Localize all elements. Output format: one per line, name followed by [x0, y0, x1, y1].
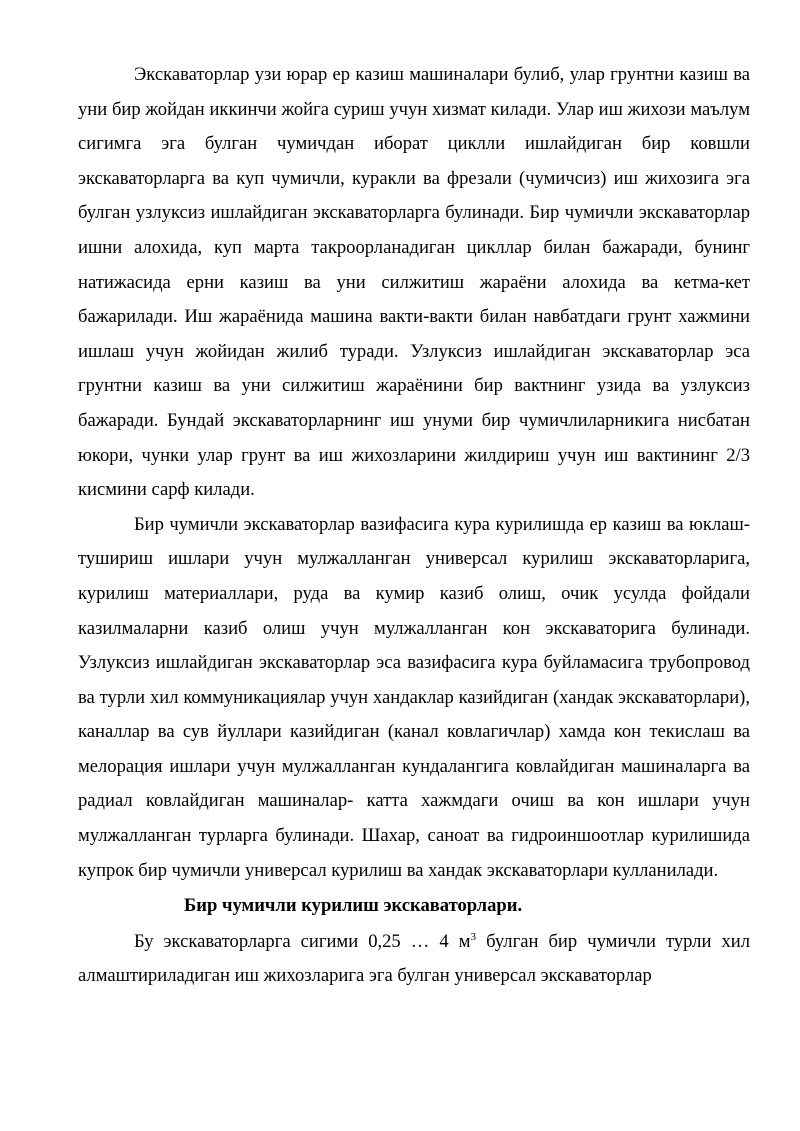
paragraph-3-text-after: булган бир чумичли турли хил алмаштириладиган иш жихозларига эга булган универсал экскаваторлар	[78, 930, 750, 987]
cubic-superscript: 3	[470, 930, 477, 943]
document-page	[78, 58, 750, 994]
paragraph-3	[78, 925, 750, 994]
paragraph-1: Экскаваторлар узи юрар ер казиш машиналари булиб, улар грунтни казиш ва уни бир жойдан иккинчи жойга суриш учун хизмат килади. Улар иш жихози маълум сигимга эга булган чумичдан иборат циклли ишлайдиган бир ковшли экскаваторларга ва куп чумичли, куракли ва фрезали (чумичсиз) иш жихозига эга булган узлуксиз ишлайдиган экскаваторларга булинади. Бир чумичли экскаваторлар ишни алохида, куп марта такроорланадиган цикллар билан бажаради, бунинг натижасида ерни казиш ва уни силжитиш жараёни алохида ва кетма-кет бажарилади. Иш жараёнида машина вакти-вакти билан навбатдаги грунт хажмини ишлаш учун жойидан жилиб туради. Узлуксиз ишлайдиган экскаваторлар эса грунтни казиш ва уни силжитиш жараёнини бир вактнинг узида ва узлуксиз бажаради. Бундай экскаваторларнинг иш унуми бир чумичлиларникига нисбатан юкори, чунки улар грунт ва иш жихозларини жилдириш учун иш вактининг 2/3 кисмини сарф килади.	[78, 64, 750, 501]
paragraph-2: Бир чумичли экскаваторлар вазифасига кура курилишда ер казиш ва юклаш-тушириш ишлари учун мулжалланган универсал курилиш экскаваторларига, курилиш материаллари, руда ва кумир казиб олиш, очик усулда фойдали казилмаларни казиб олиш учун мулжалланган кон экскаваторига булинади. Узлуксиз ишлайдиган экскаваторлар эса вазифасига кура буйламасига трубопровод ва турли хил коммуникациялар учун хандаклар казийдиган (хандак экскаваторлари), каналлар ва сув йуллари казийдиган (канал ковлагичлар) хамда кон текислаш ва мелорация ишлари учун мулжалланган кундалангига ковлайдиган машиналарга ва радиал ковлайдиган машиналар- катта хажмдаги очиш ва кон ишлари учун мулжалланган турларга булинади. Шахар, саноат ва гидроиншоотлар курилишида купрок бир чумичли универсал курилиш ва хандак экскаваторлари кулланилади.	[78, 513, 750, 881]
section-heading: Бир чумичли курилиш экскаваторлари.	[184, 895, 523, 917]
paragraph-3-text-before: Бу экскаваторларга сигими 0,25 … 4 м	[134, 930, 471, 952]
